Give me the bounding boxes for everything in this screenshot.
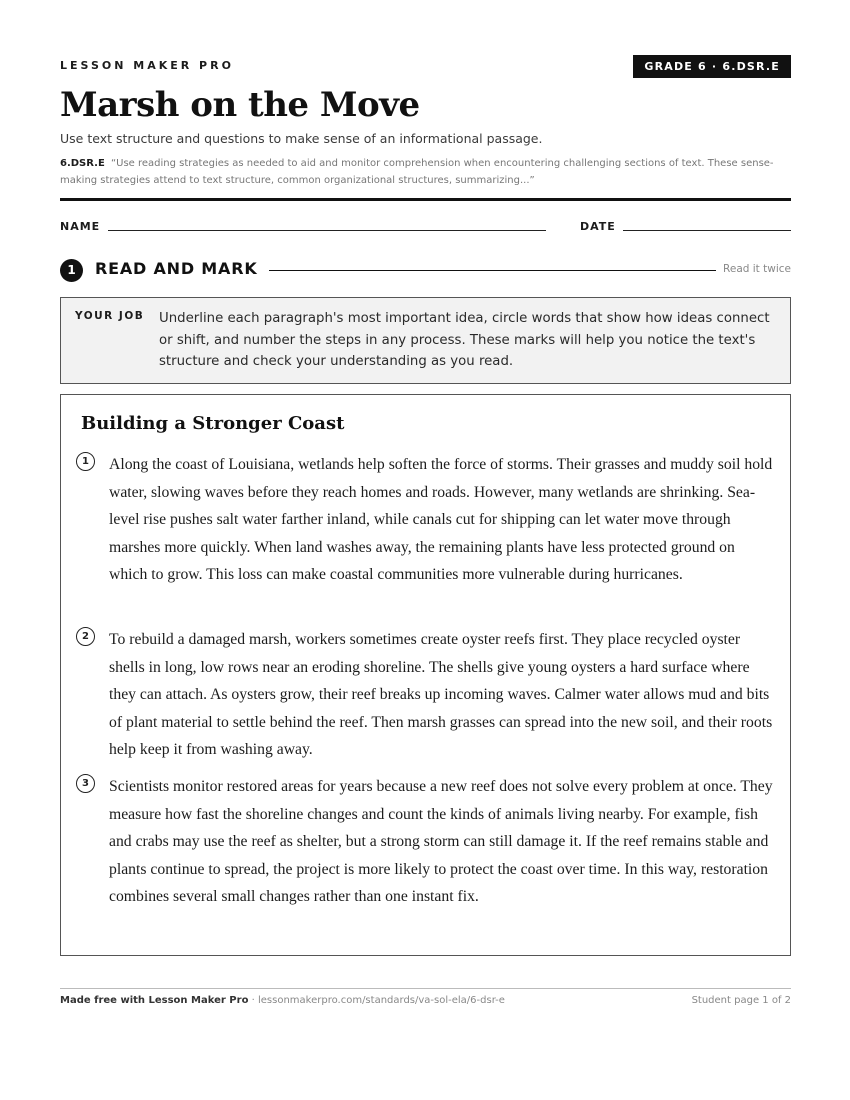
footer-credit: [60, 995, 505, 1006]
paragraph-number-badge: 3: [76, 774, 95, 793]
footer-divider: [60, 988, 791, 989]
name-field[interactable]: [108, 230, 546, 231]
section-number-badge: 1: [60, 259, 83, 282]
your-job-instructions: Underline each paragraph's most important idea, circle words that show how ideas connect or shift, and number the steps in any process. These marks will help you notice the text's structure and check your understanding as you read.: [159, 311, 770, 369]
paragraph-number-badge: 2: [76, 627, 95, 646]
footer-url: · lessonmakerpro.com/standards/va-sol-ela/6-dsr-e: [248, 995, 505, 1006]
date-field[interactable]: [623, 230, 791, 231]
your-job-label: YOUR JOB: [75, 310, 145, 322]
your-job-box: [60, 297, 791, 384]
page-subtitle: Use text structure and questions to make sense of an informational passage.: [60, 131, 543, 146]
footer-made-with: Made free with Lesson Maker Pro: [60, 995, 249, 1006]
paragraph-text: Along the coast of Louisiana, wetlands help soften the force of storms. Their grasses and muddy soil hold water, slowing waves before they reach homes and roads. However, many wetlands are shrinking. Sea-level rise pushes salt water farther inland, while canals cut for shipping can let water move through marshes more quickly. When land washes away, the remaining plants have less protected ground on which to grow. This loss can make coastal communities more vulnerable during hurricanes.: [109, 456, 773, 584]
footer-page-number: Student page 1 of 2: [691, 995, 791, 1006]
grade-badge: GRADE 6 · 6.DSR.E: [633, 55, 791, 78]
paragraph-text: To rebuild a damaged marsh, workers sometimes create oyster reefs first. They place recycled oyster shells in long, low rows near an eroding shoreline. The shells give young oysters a hard surface where they can attach. As oysters grow, their reef breaks up incoming waves. Calmer water allows mud and bits of plant material to settle behind the reef. Then marsh grasses can spread into the new soil, and their roots help keep it from washing away.: [109, 631, 773, 759]
brand-name: LESSON MAKER PRO: [60, 59, 234, 72]
section-note: Read it twice: [723, 263, 791, 275]
page-title: Marsh on the Move: [60, 85, 420, 125]
section-title: READ AND MARK: [95, 259, 258, 278]
standard-description: [60, 155, 791, 189]
header-divider: [60, 198, 791, 201]
paragraph-number-badge: 1: [76, 452, 95, 471]
standard-text: “Use reading strategies as needed to aid and monitor comprehension when encountering challenging sections of text. These sense-making strategies attend to text structure, common organizational structures, summarizing...”: [60, 158, 774, 186]
name-label: NAME: [60, 220, 101, 233]
section-header: [60, 258, 791, 282]
date-label: DATE: [580, 220, 616, 233]
paragraph-text: Scientists monitor restored areas for years because a new reef does not solve every problem at once. They measure how fast the shoreline changes and count the kinds of animals living nearby. For example, fish and crabs may use the reef as shelter, but a strong storm can still damage it. If the reef remains stable and plants continue to spread, the project is more likely to protect the coast over time. In this way, restoration combines several small changes rather than one instant fix.: [109, 778, 773, 906]
standard-code: 6.DSR.E: [60, 158, 105, 169]
top-bar: [60, 55, 791, 79]
passage-box: [60, 394, 791, 956]
passage-title: Building a Stronger Coast: [81, 413, 345, 434]
section-divider: [269, 270, 716, 271]
